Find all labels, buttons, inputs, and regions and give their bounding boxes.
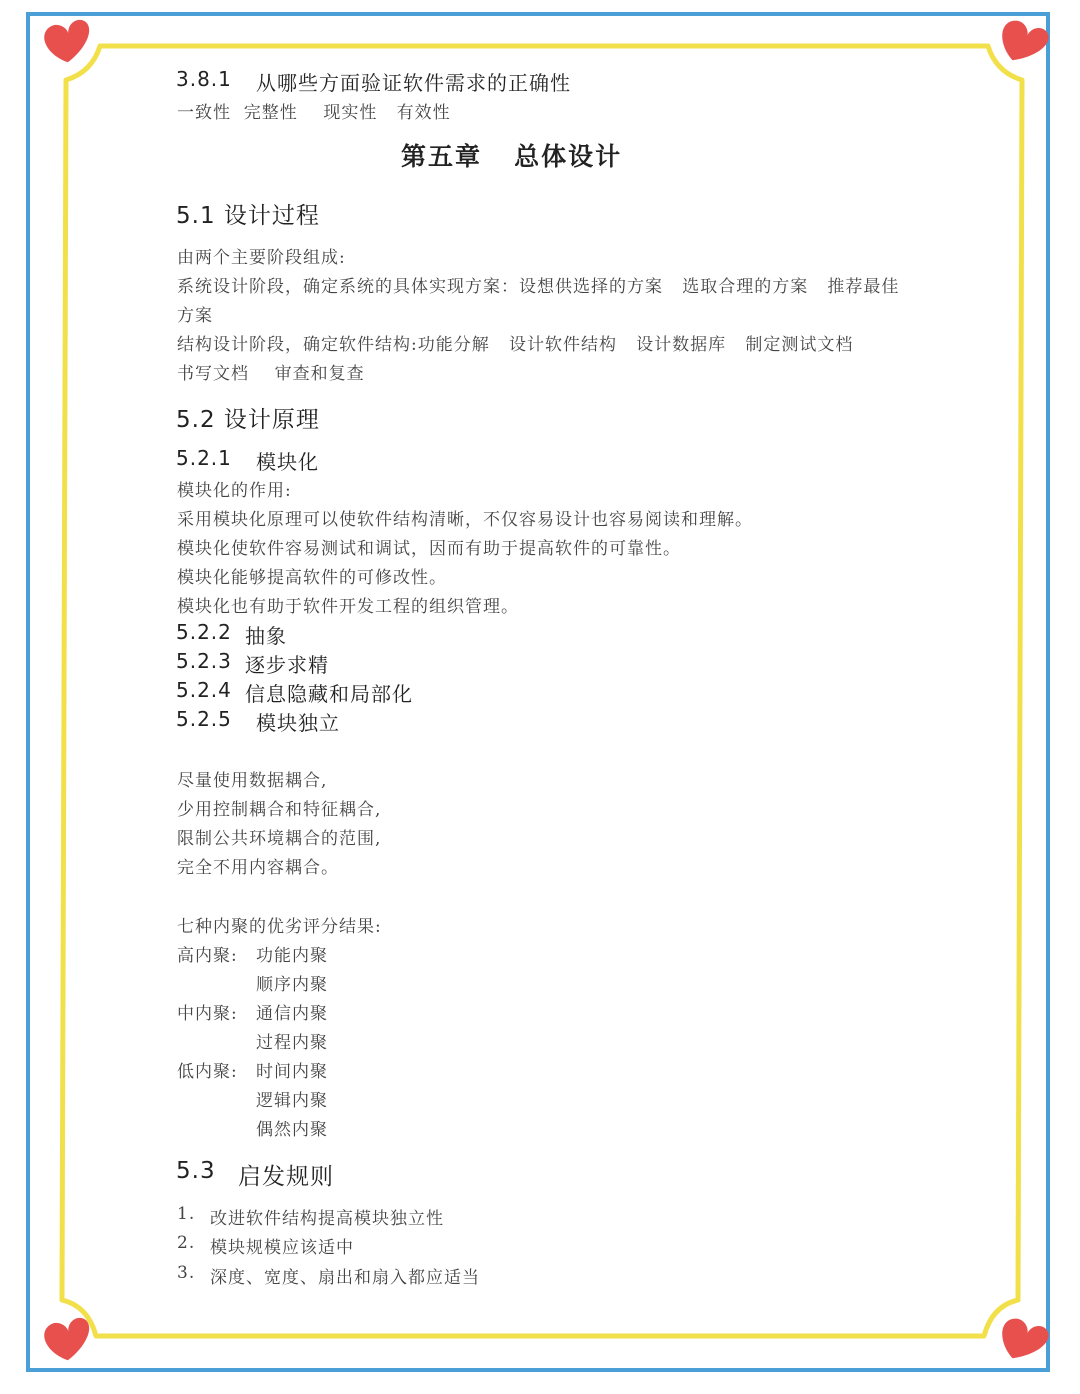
cohesion-low-label: 低内聚: bbox=[177, 1062, 238, 1082]
heading-5-3-title: 启发规则 bbox=[238, 1164, 334, 1190]
cohesion-item: 逻辑内聚 bbox=[256, 1091, 328, 1111]
design-process-line: 由两个主要阶段组成: bbox=[177, 248, 346, 268]
chapter-title: 第五章 总体设计 bbox=[401, 142, 623, 171]
modular-line: 采用模块化原理可以使软件结构清晰，不仅容易设计也容易阅读和理解。 bbox=[177, 510, 753, 530]
cohesion-item: 过程内聚 bbox=[256, 1033, 328, 1053]
heading-5-2-5-number: 5.2.5 bbox=[176, 707, 232, 731]
rule-text: 改进软件结构提高模块独立性 bbox=[210, 1209, 444, 1229]
cohesion-item: 顺序内聚 bbox=[256, 975, 328, 995]
rule-text: 模块规模应该适中 bbox=[210, 1238, 354, 1258]
coupling-line: 尽量使用数据耦合, bbox=[177, 771, 328, 791]
heading-5-3-number: 5.3 bbox=[176, 1158, 216, 1184]
cohesion-item: 偶然内聚 bbox=[256, 1120, 328, 1140]
heading-5-2-4-number: 5.2.4 bbox=[176, 678, 232, 702]
modular-line: 模块化也有助于软件开发工程的组织管理。 bbox=[177, 597, 519, 617]
cohesion-intro: 七种内聚的优劣评分结果: bbox=[177, 917, 382, 937]
cohesion-high-label: 高内聚: bbox=[177, 946, 238, 966]
cohesion-item: 通信内聚 bbox=[256, 1004, 328, 1024]
design-process-line: 书写文档 审查和复查 bbox=[177, 364, 365, 384]
coupling-line: 完全不用内容耦合。 bbox=[177, 858, 339, 878]
heading-5-2-4-title: 信息隐藏和局部化 bbox=[245, 682, 413, 706]
rule-number: 1. bbox=[177, 1204, 196, 1224]
heading-5-2: 5.2 设计原理 bbox=[176, 407, 320, 433]
coupling-line: 少用控制耦合和特征耦合, bbox=[177, 800, 382, 820]
heading-5-2-1-title: 模块化 bbox=[256, 450, 319, 474]
rule-text: 深度、宽度、扇出和扇入都应适当 bbox=[210, 1268, 480, 1288]
modular-line: 模块化的作用: bbox=[177, 481, 292, 501]
heading-3-8-1-number: 3.8.1 bbox=[176, 67, 232, 91]
coupling-line: 限制公共环境耦合的范围, bbox=[177, 829, 382, 849]
cohesion-mid-label: 中内聚: bbox=[177, 1004, 238, 1024]
heading-5-2-2-title: 抽象 bbox=[245, 624, 287, 648]
heading-5-2-3-number: 5.2.3 bbox=[176, 649, 232, 673]
rule-number: 2. bbox=[177, 1233, 196, 1253]
design-process-line: 结构设计阶段，确定软件结构:功能分解 设计软件结构 设计数据库 制定测试文档 bbox=[177, 335, 854, 355]
cohesion-item: 时间内聚 bbox=[256, 1062, 328, 1082]
validation-aspects: 一致性 完整性 现实性 有效性 bbox=[177, 103, 451, 123]
rule-number: 3. bbox=[177, 1263, 196, 1283]
modular-line: 模块化能够提高软件的可修改性。 bbox=[177, 568, 447, 588]
heading-5-2-3-title: 逐步求精 bbox=[245, 653, 329, 677]
heading-5-2-2-number: 5.2.2 bbox=[176, 620, 232, 644]
heading-5-2-5-title: 模块独立 bbox=[256, 711, 340, 735]
heading-5-2-1-number: 5.2.1 bbox=[176, 446, 232, 470]
cohesion-item: 功能内聚 bbox=[256, 946, 328, 966]
heading-3-8-1-title: 从哪些方面验证软件需求的正确性 bbox=[256, 71, 571, 95]
design-process-line: 系统设计阶段，确定系统的具体实现方案：设想供选择的方案 选取合理的方案 推荐最佳 bbox=[177, 277, 900, 297]
modular-line: 模块化使软件容易测试和调试，因而有助于提高软件的可靠性。 bbox=[177, 539, 681, 559]
design-process-line: 方案 bbox=[177, 306, 213, 326]
heading-5-1: 5.1 设计过程 bbox=[176, 203, 320, 229]
